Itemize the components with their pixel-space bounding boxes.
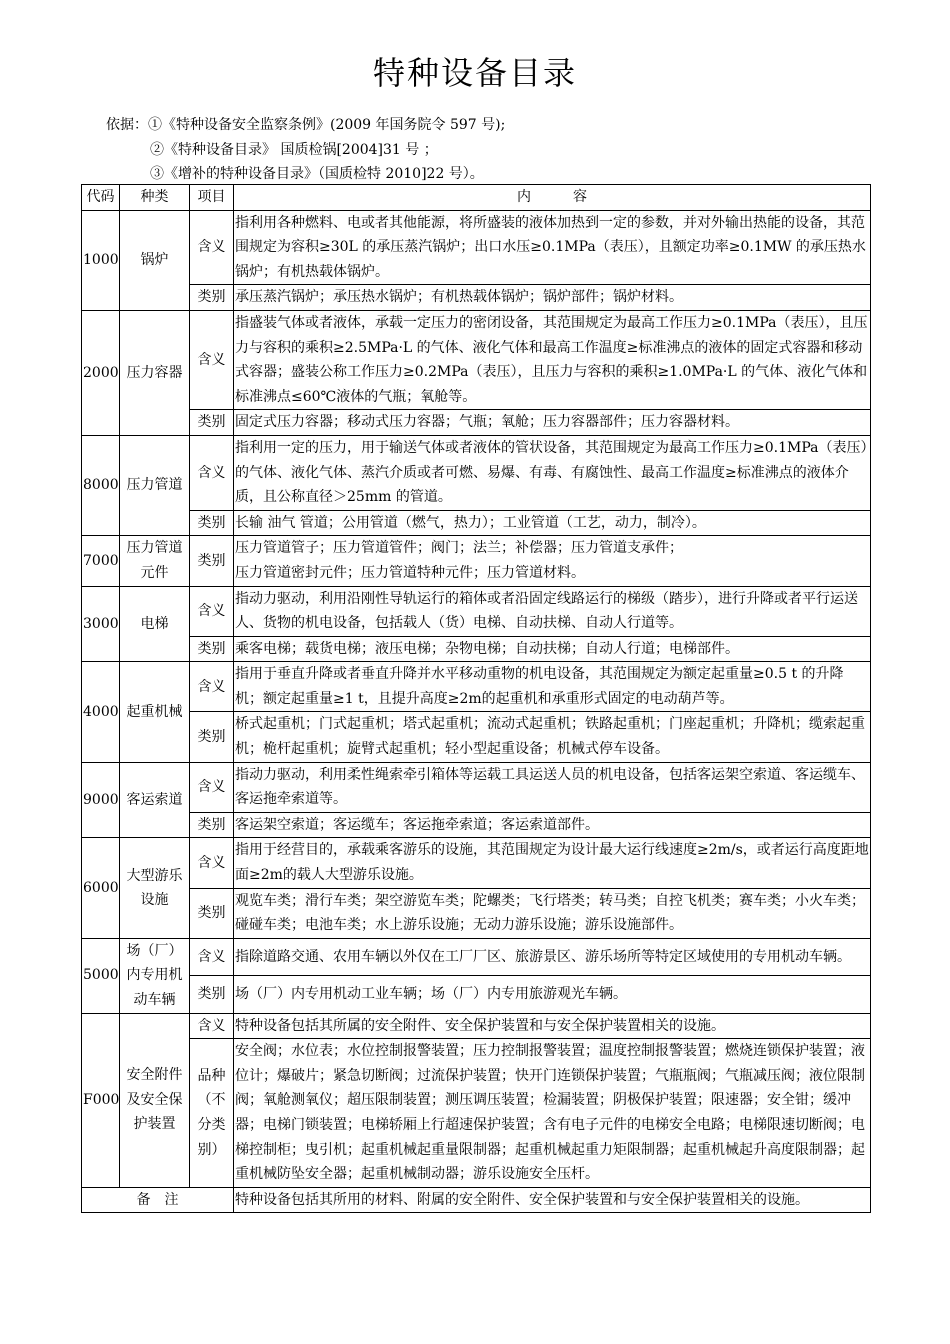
row-type: 压力管道元件: [120, 536, 190, 586]
row-code: 2000: [82, 310, 120, 435]
item-meaning: 含义: [190, 210, 234, 285]
item-category: 类别: [190, 510, 234, 536]
row-meaning: 指利用一定的压力，用于输送气体或者液体的管状设备，其范围规定为最高工作压力≥0.1MPa（表压）的气体、液化气体、蒸汽介质或者可燃、易爆、有毒、有腐蚀性、最高工作温度≥标准沸点的液体介质，且公称直径＞25mm 的管道。: [234, 435, 871, 510]
row-type: 起重机械: [120, 662, 190, 762]
row-category-line-2: 压力管道密封元件；压力管道特种元件；压力管道材料。: [235, 564, 585, 581]
row-type: 场（厂）内专用机动车辆: [120, 938, 190, 1013]
table-row: [82, 838, 871, 888]
row-meaning: 指动力驱动，利用柔性绳索牵引箱体等运载工具运送人员的机电设备，包括客运架空索道、客运缆车、客运拖牵索道等。: [234, 762, 871, 812]
item-meaning: 含义: [190, 1013, 234, 1039]
table-row: [82, 888, 871, 938]
item-category: 类别: [190, 636, 234, 662]
item-meaning: 含义: [190, 310, 234, 409]
table-row: [82, 812, 871, 838]
item-meaning: 含义: [190, 838, 234, 888]
row-meaning: 指除道路交通、农用车辆以外仅在工厂厂区、旅游景区、游乐场所等特定区域使用的专用机动车辆。: [234, 938, 871, 975]
header-item: 项目: [190, 185, 234, 211]
row-meaning: 指利用各种燃料、电或者其他能源，将所盛装的液体加热到一定的参数，并对外输出热能的设备，其范围规定为容积≥30L 的承压蒸汽锅炉；出口水压≥0.1MPa（表压），且额定功率≥0.1MW 的承压热水锅炉；有机热载体锅炉。: [234, 210, 871, 285]
table-row: [82, 510, 871, 536]
table-header-row: [82, 185, 871, 211]
row-code: 1000: [82, 210, 120, 310]
row-category: 乘客电梯；载货电梯；液压电梯；杂物电梯；自动扶梯；自动人行道；电梯部件。: [234, 636, 871, 662]
item-meaning: 含义: [190, 938, 234, 975]
table-row: [82, 1013, 871, 1039]
table-row: [82, 435, 871, 510]
table-row: [82, 586, 871, 636]
remarks-row: [82, 1187, 871, 1213]
item-meaning: 含义: [190, 762, 234, 812]
table-row: [82, 712, 871, 762]
item-category: 类别: [190, 410, 234, 436]
remarks-label: 备 注: [82, 1187, 234, 1213]
table-row: [82, 976, 871, 1013]
row-type: 压力管道: [120, 435, 190, 535]
item-meaning: 含义: [190, 586, 234, 636]
item-meaning: 含义: [190, 662, 234, 712]
header-content: 内 容: [234, 185, 871, 211]
row-code: 3000: [82, 586, 120, 662]
row-category: 长输 油气 管道；公用管道（燃气，热力）；工业管道（工艺，动力，制冷）。: [234, 510, 871, 536]
row-type: 电梯: [120, 586, 190, 662]
row-code: 4000: [82, 662, 120, 762]
row-category: 固定式压力容器；移动式压力容器；气瓶；氧舱；压力容器部件；压力容器材料。: [234, 410, 871, 436]
row-type: 客运索道: [120, 762, 190, 838]
item-category: 类别: [190, 812, 234, 838]
row-variety: 安全阀；水位表；水位控制报警装置；压力控制报警装置；温度控制报警装置；燃烧连锁保护装置；液位计；爆破片；紧急切断阀；过流保护装置；快开门连锁保护装置；气瓶瓶阀；气瓶减压阀；液位限制阀；氧舱测氧仪；超压限制装置；测压调压装置；检漏装置；阴极保护装置；限速器；安全钳；缓冲器；电梯门锁装置；电梯轿厢上行超速保护装置；含有电子元件的电梯安全电路；电梯限速切断阀；电梯控制柜；曳引机；起重机械起重量限制器；起重机械起重力矩限制器；起重机械起升高度限制器；起重机械防坠安全器；起重机械制动器；游乐设施安全压杆。: [234, 1039, 871, 1188]
header-code: 代码: [82, 185, 120, 211]
row-category: 观览车类；滑行车类；架空游览车类；陀螺类；飞行塔类；转马类；自控飞机类；赛车类；小火车类；碰碰车类；电池车类；水上游乐设施；无动力游乐设施；游乐设施部件。: [234, 888, 871, 938]
row-meaning: 指动力驱动，利用沿刚性导轨运行的箱体或者沿固定线路运行的梯级（踏步），进行升降或者平行运送人、货物的机电设备，包括载人（货）电梯、自动扶梯、自动人行道等。: [234, 586, 871, 636]
header-type: 种类: [120, 185, 190, 211]
row-code: 9000: [82, 762, 120, 838]
table-row: [82, 410, 871, 436]
table-row: [82, 210, 871, 285]
row-category: 客运架空索道；客运缆车；客运拖牵索道；客运索道部件。: [234, 812, 871, 838]
item-meaning: 含义: [190, 435, 234, 510]
item-category: 类别: [190, 712, 234, 762]
row-meaning: 指盛装气体或者液体，承载一定压力的密闭设备，其范围规定为最高工作压力≥0.1MPa（表压），且压力与容积的乘积≥2.5MPa·L 的气体、液化气体和最高工作温度≥标准沸点的液体的固定式容器和移动式容器；盛装公称工作压力≥0.2MPa（表压），且压力与容积的乘积≥1.0MPa·L 的气体、液化气体和标准沸点≤60℃液体的气瓶；氧舱等。: [234, 310, 871, 409]
item-category: 类别: [190, 285, 234, 311]
row-meaning: 特种设备包括其所属的安全附件、安全保护装置和与安全保护装置相关的设施。: [234, 1013, 871, 1039]
item-variety: 品种（不分类别）: [190, 1039, 234, 1188]
remarks-content: 特种设备包括其所用的材料、附属的安全附件、安全保护装置和与安全保护装置相关的设施。: [234, 1187, 871, 1213]
basis-line-2: ②《特种设备目录》 国质检锅[2004]31 号 ；: [150, 142, 438, 158]
row-code: F000: [82, 1013, 120, 1187]
row-code: 7000: [82, 536, 120, 586]
page-title: 特种设备目录: [372, 54, 577, 92]
row-category: [234, 536, 871, 586]
item-category: 类别: [190, 976, 234, 1013]
row-type: 锅炉: [120, 210, 190, 310]
row-type: 压力容器: [120, 310, 190, 435]
row-code: 6000: [82, 838, 120, 938]
table-row: [82, 310, 871, 409]
table-row: [82, 762, 871, 812]
table-row: [82, 938, 871, 975]
table-row: [82, 1039, 871, 1188]
row-code: 5000: [82, 938, 120, 1013]
row-category: 承压蒸汽锅炉；承压热水锅炉；有机热载体锅炉；锅炉部件；锅炉材料。: [234, 285, 871, 311]
equipment-catalog-table: [81, 184, 871, 1213]
item-category: 类别: [190, 536, 234, 586]
basis-line-1: 依据：①《特种设备安全监察条例》(2009 年国务院令 597 号);: [106, 117, 506, 133]
table-row: [82, 662, 871, 712]
row-type: 大型游乐设施: [120, 838, 190, 938]
row-type: 安全附件及安全保护装置: [120, 1013, 190, 1187]
basis-line-3: ③《增补的特种设备目录》（国质检特 2010]22 号）。: [150, 166, 484, 182]
table-row: [82, 536, 871, 586]
row-category-line-1: 压力管道管子；压力管道管件；阀门；法兰；补偿器；压力管道支承件；: [235, 540, 683, 557]
row-category: 桥式起重机；门式起重机；塔式起重机；流动式起重机；铁路起重机；门座起重机；升降机；缆索起重机；桅杆起重机；旋臂式起重机；轻小型起重设备；机械式停车设备。: [234, 712, 871, 762]
row-code: 8000: [82, 435, 120, 535]
table-row: [82, 285, 871, 311]
item-category: 类别: [190, 888, 234, 938]
table-row: [82, 636, 871, 662]
row-meaning: 指用于经营目的，承载乘客游乐的设施，其范围规定为设计最大运行线速度≥2m/s，或者运行高度距地面≥2m的载人大型游乐设施。: [234, 838, 871, 888]
row-meaning: 指用于垂直升降或者垂直升降并水平移动重物的机电设备，其范围规定为额定起重量≥0.5 t 的升降机；额定起重量≥1 t，且提升高度≥2m的起重机和承重形式固定的电动葫芦等。: [234, 662, 871, 712]
row-category: 场（厂）内专用机动工业车辆；场（厂）内专用旅游观光车辆。: [234, 976, 871, 1013]
